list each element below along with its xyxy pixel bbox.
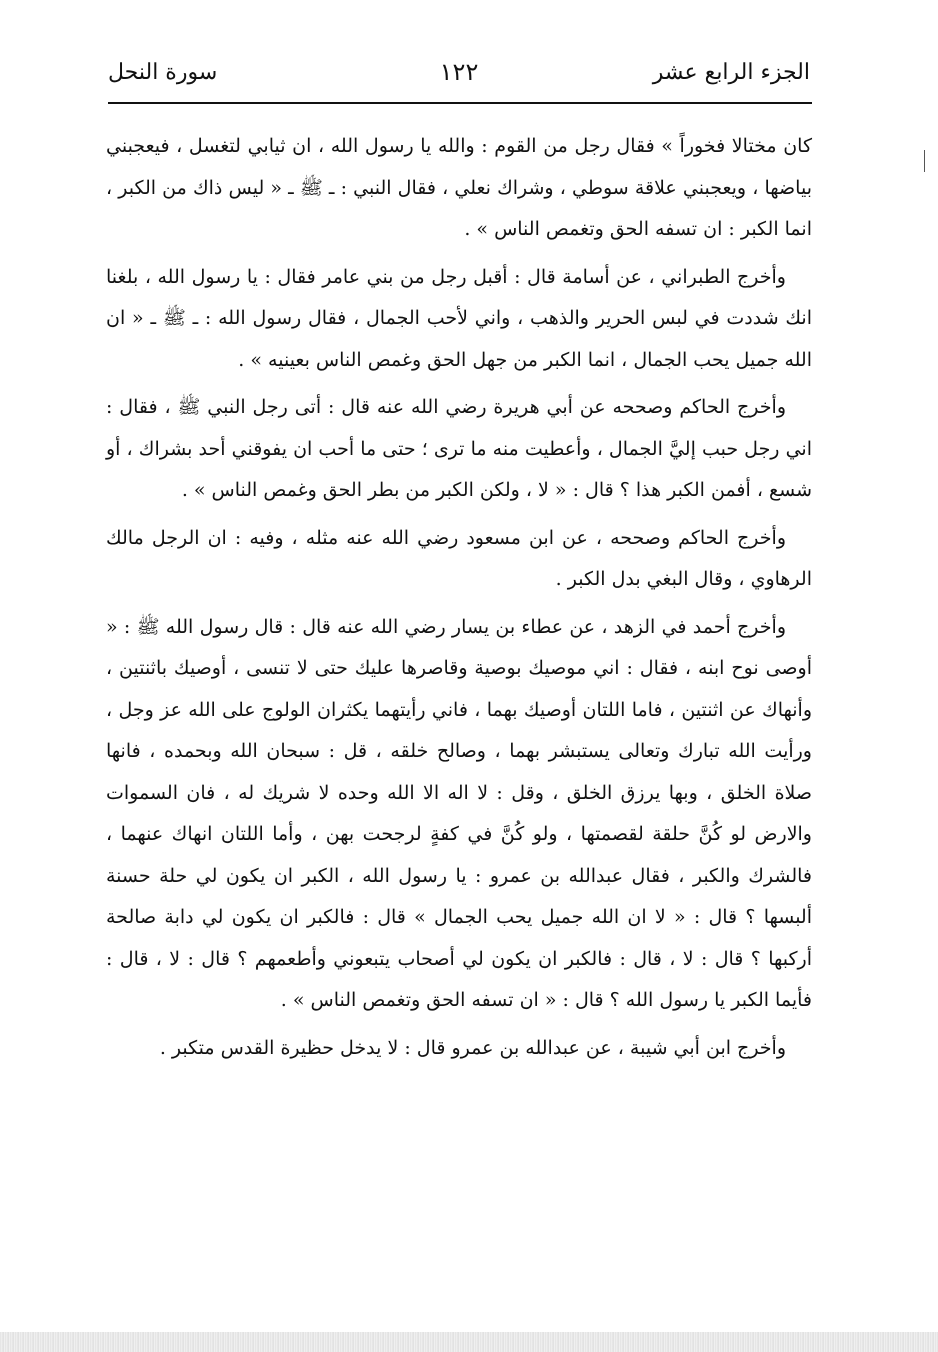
paragraph-continuation: كان مختالا فخوراً » فقال رجل من القوم : والله يا رسول الله ، ان ثيابي لتغسل ، فيعجبني بياضها ، ويعجبني علاقة سوطي ، وشراك نعلي ، فقال النبي : ـ ﷺ ـ « ليس ذاك من الكبر ، انما الكبر : ان تسفه الحق وتغمص الناس » . [106,135,812,240]
page-body [106,126,812,1075]
paragraph-ahmad-zuhd: وأخرج أحمد في الزهد ، عن عطاء بن يسار رضي الله عنه قال : قال رسول الله ﷺ : « أوصى نوح ابنه ، فقال : اني موصيك بوصية وقاصرها عليك حتى لا تنسى ، أوصيك باثنتين ، وأنهاك عن اثنتين ، فاما اللتان أوصيك بهما ، فاني رأيتهما يكثران الولوج على الله عز وجل ، ورأيت الله تبارك وتعالى يستبشر بهما ، وصالح خلقه ، قل : سبحان الله وبحمده ، فانها صلاة الخلق ، وبها يرزق الخلق ، وقل : لا اله الا الله وحده لا شريك له ، فان السموات والارض لو كُنَّ حلقة لقصمتها ، ولو كُنَّ في كفةٍ لرجحت بهن ، وأما اللتان انهاك عنهما ، فالشرك والكبر ، فقال عبدالله بن عمرو : يا رسول الله ، الكبر ان يكون لي حلة حسنة ألبسها ؟ قال : « لا ان الله جميل يحب الجمال » قال : فالكبر ان يكون لي دابة صالحة أركبها ؟ قال : لا ، قال : فالكبر ان يكون لي أصحاب يتبعوني وأطعمهم ؟ قال : لا ، قال : فأيما الكبر يا رسول الله ؟ قال : « ان تسفه الحق وتغمص الناس » . [106,615,812,1011]
page-number: ١٢٢ [439,58,479,86]
margin-mark [924,150,925,172]
page-header [108,56,810,96]
paragraph-hakim-ibn-masud: وأخرج الحاكم وصححه ، عن ابن مسعود رضي الله عنه مثله ، وفيه : ان الرجل مالك الرهاوي ، وقال البغي بدل الكبر . [106,526,812,590]
scan-edge-noise [0,1332,938,1352]
paragraph-tabarani: وأخرج الطبراني ، عن أسامة قال : أقبل رجل من بني عامر فقال : يا رسول الله ، بلغنا انك شددت في لبس الحرير والذهب ، واني لأحب الجمال ، فقال رسول الله : ـ ﷺ ـ « ان الله جميل يحب الجمال ، انما الكبر من جهل الحق وغمص الناس بعينيه » . [106,265,812,371]
part-title: الجزء الرابع عشر [652,60,810,85]
paragraph-ibn-abi-shayba: وأخرج ابن أبي شيبة ، عن عبدالله بن عمرو قال : لا يدخل حظيرة القدس متكبر . [159,1036,786,1059]
surah-title: سورة النحل [108,60,218,85]
header-divider [108,102,812,104]
paragraph-hakim-abu-hurayra: وأخرج الحاكم وصححه عن أبي هريرة رضي الله عنه قال : أتى رجل النبي ﷺ ، فقال : اني رجل حبب إليَّ الجمال ، وأعطيت منه ما ترى ؛ حتى ما أحب ان يفوقني أحد بشراك ، أو شسع ، أفمن الكبر هذا ؟ قال : « لا ، ولكن الكبر من بطر الحق وغمص الناس » . [106,396,812,501]
